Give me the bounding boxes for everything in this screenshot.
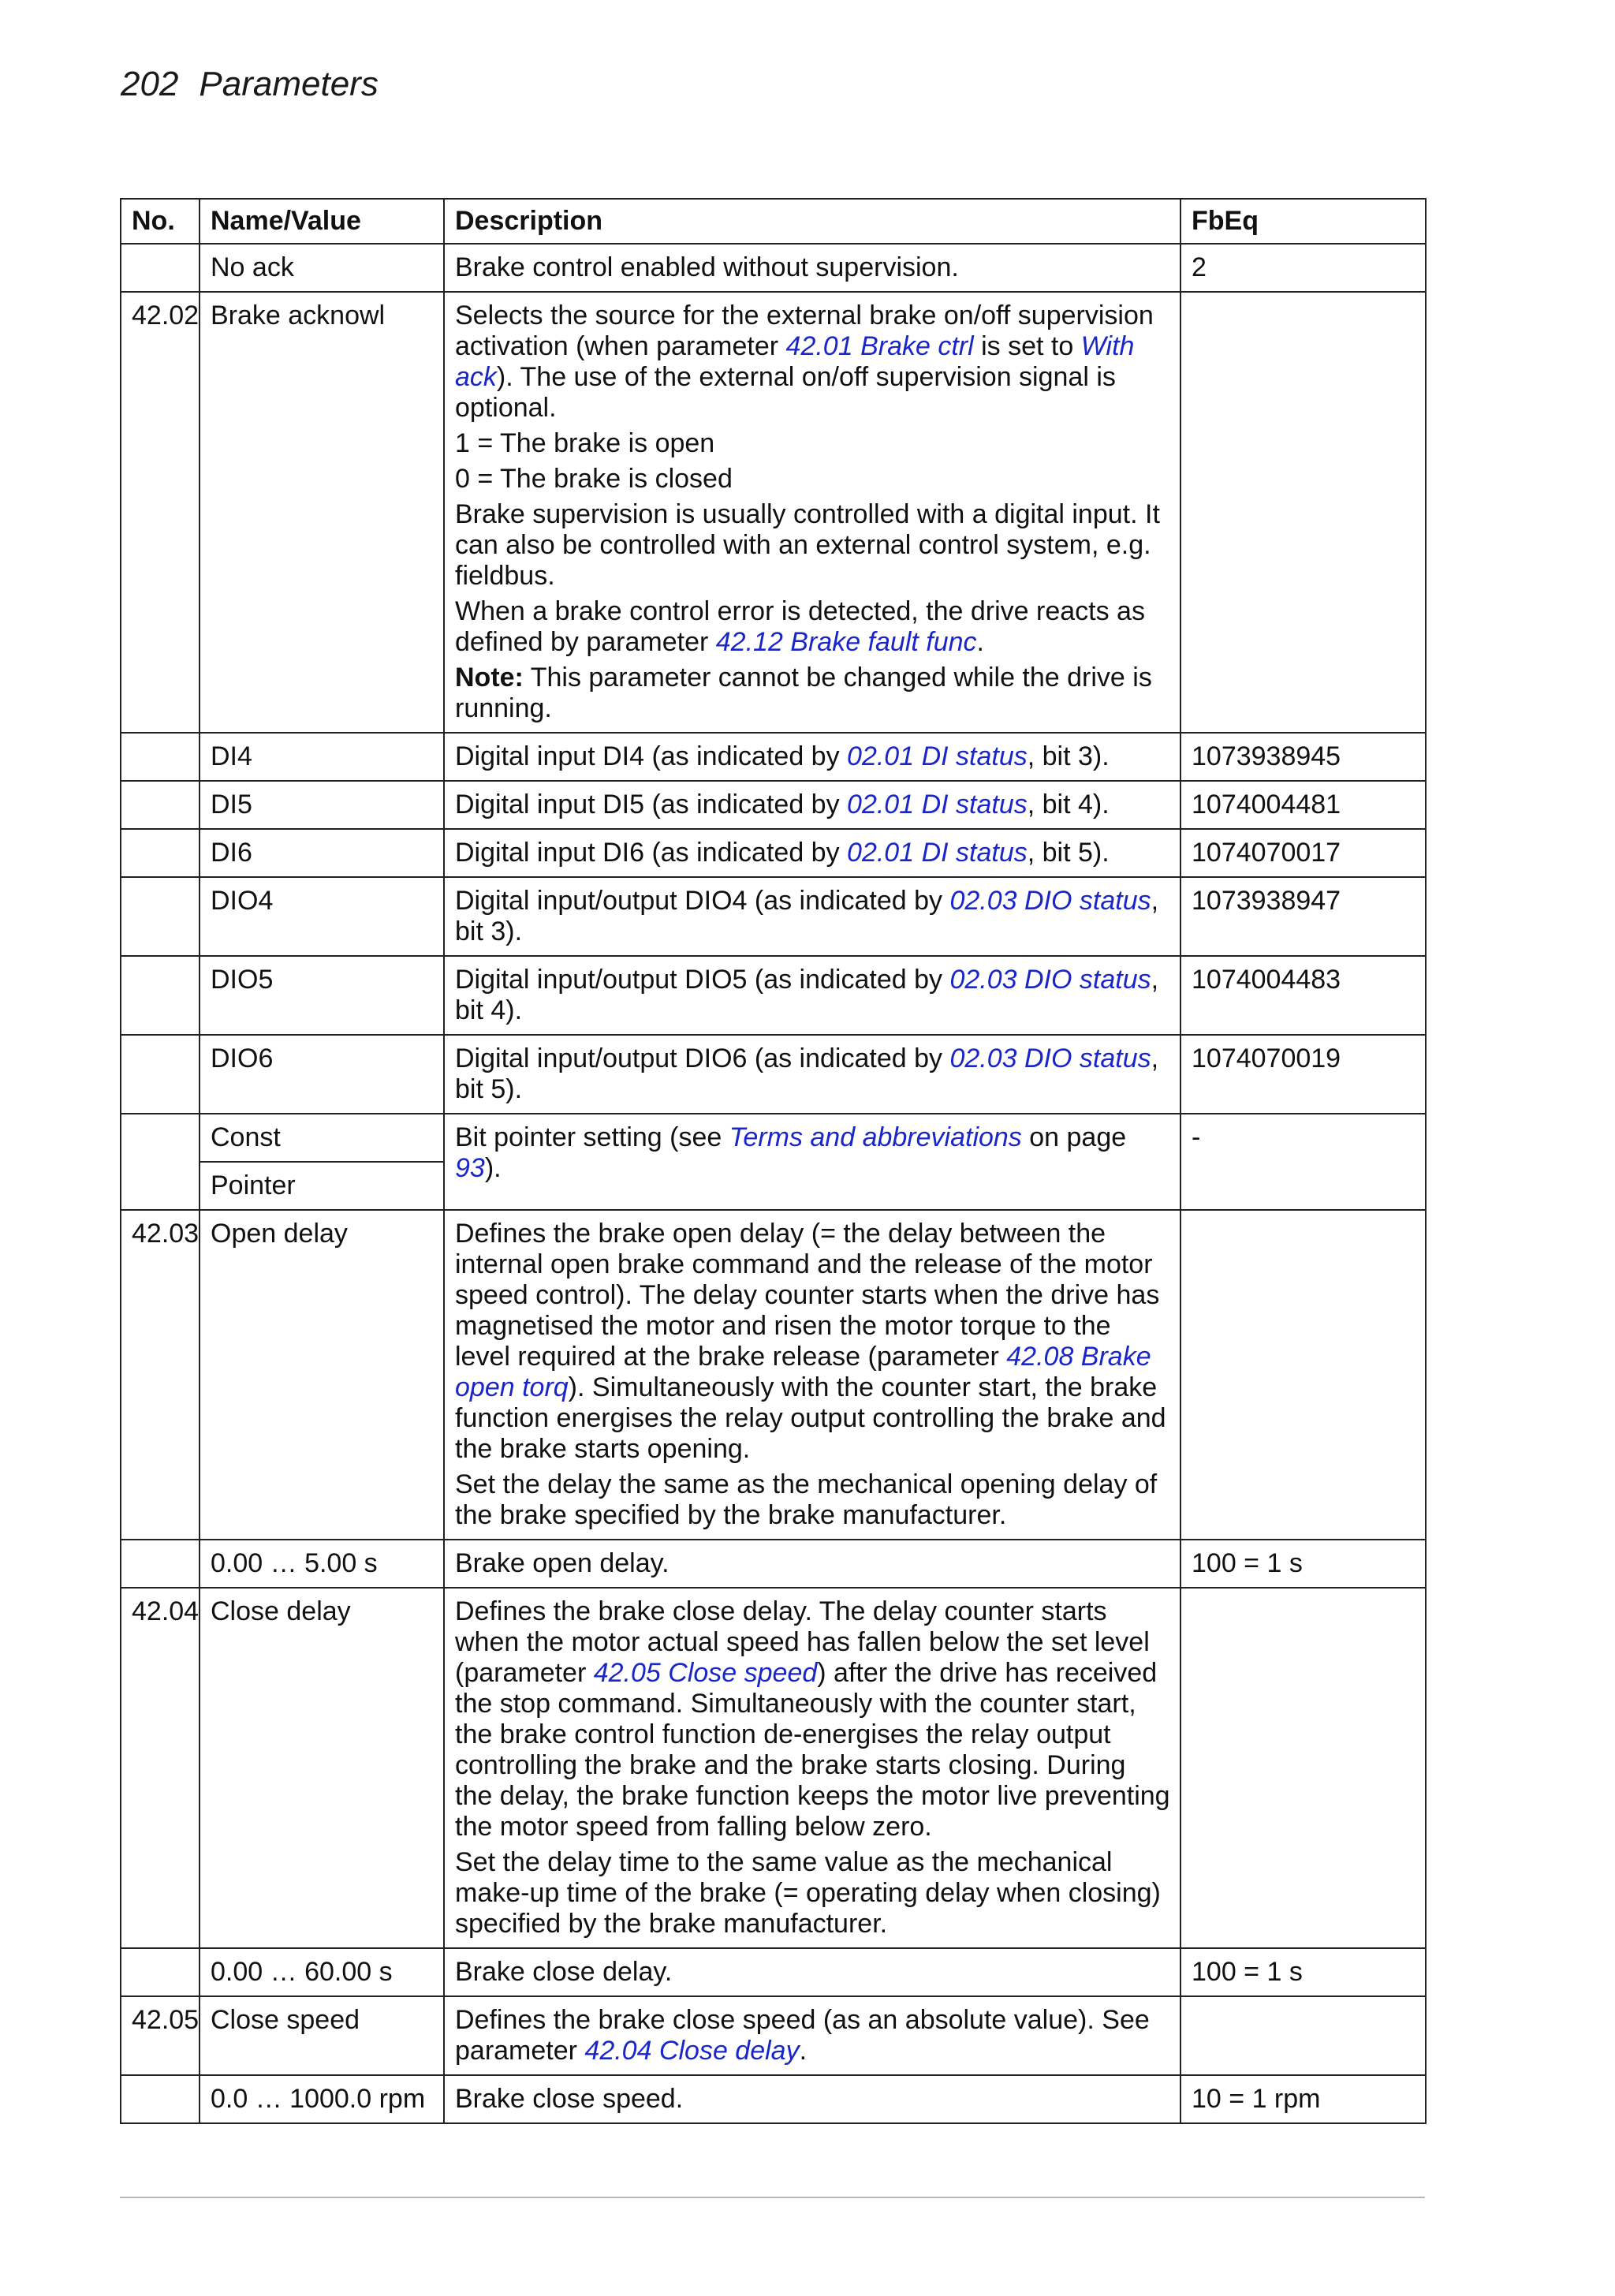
- param-name: Close delay: [200, 1588, 444, 1948]
- fbeq-cell: 10 = 1 rpm: [1180, 2075, 1426, 2123]
- table-row: [121, 1114, 1426, 1162]
- description-paragraph: Brake supervision is usually controlled with a digital input. It can also be controlled with an external control system, e.g. fieldbus.: [455, 499, 1160, 591]
- fbeq-cell: 100 = 1 s: [1180, 1948, 1426, 1996]
- table-row: [121, 244, 1426, 292]
- text: When a brake control error is detected, the drive reacts as defined by parameter: [455, 596, 1145, 657]
- param-number-cell: [121, 1540, 200, 1588]
- param-number-cell: [121, 733, 200, 781]
- param-number-cell: [121, 1114, 200, 1210]
- text: , bit 4).: [455, 965, 1159, 1025]
- param-link[interactable]: 42.04 Close delay: [584, 2036, 800, 2066]
- text: Selects the source for the external brake on/off supervision activation (when parameter: [455, 301, 1154, 361]
- text: , bit 5).: [455, 1043, 1159, 1104]
- column-header-no: No.: [121, 199, 200, 244]
- text: , bit 3).: [1027, 741, 1110, 771]
- param-number: 42.05: [121, 1996, 200, 2075]
- description-cell: [444, 956, 1180, 1035]
- param-link[interactable]: 02.03 DIO status: [949, 965, 1151, 995]
- text: is set to: [973, 331, 1081, 361]
- value-name: DI5: [200, 781, 444, 829]
- value-name: DIO5: [200, 956, 444, 1035]
- table-row: [121, 1035, 1426, 1114]
- value-name: DI4: [200, 733, 444, 781]
- fbeq-cell: [1180, 1996, 1426, 2075]
- description-cell: Brake control enabled without supervision.: [444, 244, 1180, 292]
- description-cell: Brake close delay.: [444, 1948, 1180, 1996]
- param-number-cell: [121, 1035, 200, 1114]
- fbeq-cell: 100 = 1 s: [1180, 1540, 1426, 1588]
- text: Digital input DI5 (as indicated by: [455, 790, 848, 819]
- text: .: [799, 2036, 808, 2066]
- text: Defines the brake close delay. The delay counter starts when the motor actual speed has fallen below the set level (parameter: [455, 1596, 1150, 1688]
- description-paragraph: [455, 1596, 1170, 1842]
- value-range: 0.00 … 5.00 s: [200, 1540, 444, 1588]
- param-number: 42.02: [121, 292, 200, 733]
- description-cell: [444, 1996, 1180, 2075]
- value-name: Const: [200, 1114, 444, 1162]
- text: ). The use of the external on/off supervision signal is optional.: [455, 362, 1116, 423]
- table-row: [121, 781, 1426, 829]
- footer-divider: [120, 2197, 1425, 2198]
- text: ). Simultaneously with the counter start, the brake function energises the relay output controlling the brake and the brake starts opening.: [455, 1372, 1166, 1464]
- param-number-cell: [121, 2075, 200, 2123]
- description-cell: [444, 781, 1180, 829]
- description-paragraph: [455, 596, 1170, 658]
- text: Digital input/output DIO6 (as indicated by: [455, 1043, 950, 1073]
- fbeq-cell: -: [1180, 1114, 1426, 1210]
- text: ).: [484, 1153, 502, 1183]
- description-paragraph: 1 = The brake is open: [455, 428, 715, 458]
- param-link[interactable]: 02.01 DI status: [847, 790, 1028, 819]
- param-name: Close speed: [200, 1996, 444, 2075]
- page-header: [121, 65, 379, 104]
- description-paragraph: [455, 1219, 1170, 1465]
- param-name: Brake acknowl: [200, 292, 444, 733]
- fbeq-cell: 1074004483: [1180, 956, 1426, 1035]
- description-paragraph: Set the delay the same as the mechanical opening delay of the brake specified by the brake manufacturer.: [455, 1469, 1158, 1530]
- value-name: No ack: [200, 244, 444, 292]
- text: Digital input/output DIO5 (as indicated by: [455, 965, 950, 995]
- param-number-cell: [121, 829, 200, 877]
- description-cell: [444, 829, 1180, 877]
- description-paragraph: [455, 301, 1170, 424]
- table-row: [121, 829, 1426, 877]
- fbeq-cell: 1073938947: [1180, 877, 1426, 956]
- param-link[interactable]: 42.12 Brake fault func: [715, 627, 977, 657]
- value-name: DIO6: [200, 1035, 444, 1114]
- fbeq-cell: [1180, 1588, 1426, 1948]
- table-row: [121, 1588, 1426, 1948]
- table-row: [121, 733, 1426, 781]
- param-name: Open delay: [200, 1210, 444, 1540]
- table-row: [121, 1210, 1426, 1540]
- column-header-fbeq: FbEq: [1180, 199, 1426, 244]
- fbeq-cell: 2: [1180, 244, 1426, 292]
- param-number-cell: [121, 877, 200, 956]
- page-number: 202: [121, 65, 179, 103]
- param-link[interactable]: 42.01 Brake ctrl: [785, 331, 974, 361]
- param-link[interactable]: 42.05 Close speed: [593, 1658, 818, 1688]
- param-number: 42.03: [121, 1210, 200, 1540]
- note-paragraph: [455, 663, 1170, 724]
- text: This parameter cannot be changed while the drive is running.: [455, 663, 1152, 723]
- description-cell: [444, 733, 1180, 781]
- fbeq-cell: 1074004481: [1180, 781, 1426, 829]
- description-cell: [444, 877, 1180, 956]
- text: Digital input DI6 (as indicated by: [455, 838, 848, 868]
- fbeq-cell: 1074070019: [1180, 1035, 1426, 1114]
- description-cell: Brake open delay.: [444, 1540, 1180, 1588]
- text: on page: [1021, 1122, 1127, 1152]
- text: , bit 3).: [455, 886, 1159, 946]
- value-link[interactable]: With ack: [455, 331, 1135, 392]
- section-title: Parameters: [199, 65, 379, 103]
- description-cell: [444, 292, 1180, 733]
- param-link[interactable]: 42.08 Brake open torq: [455, 1342, 1151, 1402]
- param-number-cell: [121, 1948, 200, 1996]
- table-row: [121, 1996, 1426, 2075]
- fbeq-cell: [1180, 292, 1426, 733]
- fbeq-cell: 1073938945: [1180, 733, 1426, 781]
- param-number-cell: [121, 956, 200, 1035]
- table-row: [121, 956, 1426, 1035]
- param-link[interactable]: 02.03 DIO status: [949, 1043, 1151, 1073]
- text: , bit 4).: [1027, 790, 1110, 819]
- table-row: [121, 2075, 1426, 2123]
- value-name: DIO4: [200, 877, 444, 956]
- description-cell: [444, 1114, 1180, 1210]
- param-link[interactable]: 02.01 DI status: [847, 838, 1028, 868]
- description-cell: [444, 1210, 1180, 1540]
- fbeq-cell: [1180, 1210, 1426, 1540]
- description-paragraph: 0 = The brake is closed: [455, 464, 733, 494]
- description-cell: Brake close speed.: [444, 2075, 1180, 2123]
- parameter-table: [120, 198, 1427, 2124]
- text: ) after the drive has received the stop command. Simultaneously with the counter start, the brake control function de-energises the relay output controlling the brake and the brake starts closing. During the delay, the brake function keeps the motor live preventing the motor speed from falling below zero.: [455, 1658, 1170, 1842]
- table-row: [121, 292, 1426, 733]
- fbeq-cell: 1074070017: [1180, 829, 1426, 877]
- table-row: [121, 877, 1426, 956]
- column-header-description: Description: [444, 199, 1180, 244]
- param-number-cell: [121, 244, 200, 292]
- text: Digital input DI4 (as indicated by: [455, 741, 848, 771]
- section-link[interactable]: Terms and abbreviations: [729, 1122, 1022, 1152]
- page-link[interactable]: 93: [455, 1153, 485, 1183]
- text: .: [976, 627, 984, 657]
- param-number-cell: [121, 781, 200, 829]
- text: Defines the brake open delay (= the delay between the internal open brake command and the release of the motor speed control). The delay counter starts when the drive has magnetised the motor and risen the motor torque to the level required at the brake release (parameter: [455, 1219, 1160, 1372]
- param-link[interactable]: 02.03 DIO status: [949, 886, 1151, 916]
- text: Defines the brake close speed (as an absolute value). See parameter: [455, 2005, 1150, 2066]
- param-number: 42.04: [121, 1588, 200, 1948]
- value-range: 0.0 … 1000.0 rpm: [200, 2075, 444, 2123]
- param-link[interactable]: 02.01 DI status: [847, 741, 1028, 771]
- table-row: [121, 1948, 1426, 1996]
- note-label: Note:: [455, 663, 524, 693]
- text: Bit pointer setting (see: [455, 1122, 729, 1152]
- description-cell: [444, 1035, 1180, 1114]
- value-name: DI6: [200, 829, 444, 877]
- text: , bit 5).: [1027, 838, 1110, 868]
- table-row: [121, 1540, 1426, 1588]
- column-header-name-value: Name/Value: [200, 199, 444, 244]
- value-name: Pointer: [200, 1162, 444, 1210]
- description-paragraph: Set the delay time to the same value as the mechanical make-up time of the brake (= operating delay when closing) specified by the brake manufacturer.: [455, 1847, 1161, 1939]
- table-header-row: [121, 199, 1426, 244]
- description-cell: [444, 1588, 1180, 1948]
- value-range: 0.00 … 60.00 s: [200, 1948, 444, 1996]
- text: Digital input/output DIO4 (as indicated by: [455, 886, 950, 916]
